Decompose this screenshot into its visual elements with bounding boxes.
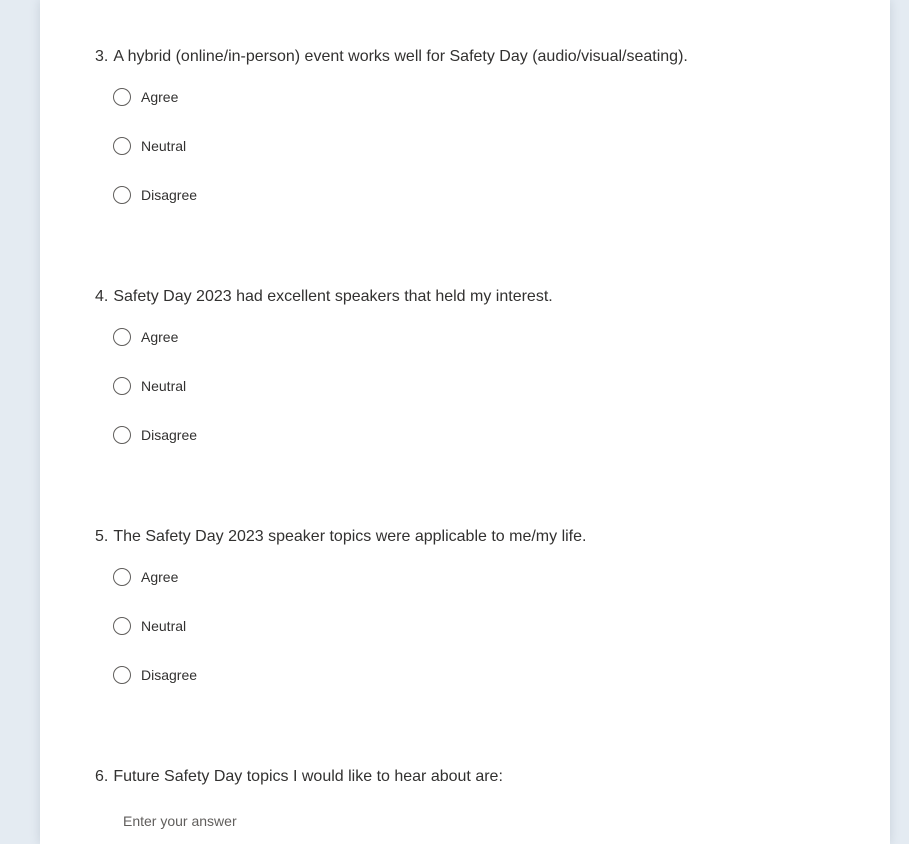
question-3-option-neutral[interactable] xyxy=(113,136,186,156)
option-label: Neutral xyxy=(141,138,187,154)
question-3-text: A hybrid (online/in-person) event works well for Safety Day (audio/visual/seating). xyxy=(113,48,688,65)
question-4-option-disagree[interactable] xyxy=(113,425,197,445)
question-6-answer-area xyxy=(111,796,850,844)
question-4-option-agree[interactable] xyxy=(113,327,178,347)
question-3-options xyxy=(113,87,850,205)
question-3-option-disagree[interactable] xyxy=(113,185,197,205)
question-5-option-neutral[interactable] xyxy=(113,616,186,636)
radio-button-icon[interactable] xyxy=(113,568,131,586)
question-6-number: 6. xyxy=(95,768,109,785)
question-5-text: The Safety Day 2023 speaker topics were applicable to me/my life. xyxy=(113,528,587,545)
question-6-text: Future Safety Day topics I would like to hear about are: xyxy=(113,768,503,785)
question-3-number: 3. xyxy=(95,48,109,65)
question-3-title xyxy=(95,46,850,68)
question-5-number: 5. xyxy=(95,528,109,545)
radio-button-icon[interactable] xyxy=(113,617,131,635)
question-5-options xyxy=(113,567,850,685)
radio-button-icon[interactable] xyxy=(113,186,131,204)
option-label: Agree xyxy=(141,569,179,585)
option-label: Neutral xyxy=(141,618,187,634)
question-3 xyxy=(95,46,850,205)
radio-button-icon[interactable] xyxy=(113,137,131,155)
question-5 xyxy=(95,526,850,685)
question-6 xyxy=(95,766,850,844)
option-label: Agree xyxy=(141,89,179,105)
radio-button-icon[interactable] xyxy=(113,328,131,346)
question-5-option-agree[interactable] xyxy=(113,567,178,587)
question-5-option-disagree[interactable] xyxy=(113,665,197,685)
question-3-option-agree[interactable] xyxy=(113,87,178,107)
question-4-text: Safety Day 2023 had excellent speakers that held my interest. xyxy=(113,288,553,305)
option-label: Disagree xyxy=(141,667,198,683)
radio-button-icon[interactable] xyxy=(113,377,131,395)
question-4-title xyxy=(95,286,850,308)
radio-button-icon[interactable] xyxy=(113,426,131,444)
radio-button-icon[interactable] xyxy=(113,666,131,684)
form-card xyxy=(40,0,890,844)
question-4-option-neutral[interactable] xyxy=(113,376,186,396)
form-content xyxy=(40,0,890,844)
question-6-title xyxy=(95,766,850,788)
radio-button-icon[interactable] xyxy=(113,88,131,106)
question-5-title xyxy=(95,526,850,548)
option-label: Agree xyxy=(141,329,179,345)
option-label: Disagree xyxy=(141,187,198,203)
question-4-number: 4. xyxy=(95,288,109,305)
option-label: Neutral xyxy=(141,378,187,394)
question-4 xyxy=(95,286,850,445)
answer-text-input[interactable] xyxy=(111,796,526,844)
question-4-options xyxy=(113,327,850,445)
option-label: Disagree xyxy=(141,427,198,443)
